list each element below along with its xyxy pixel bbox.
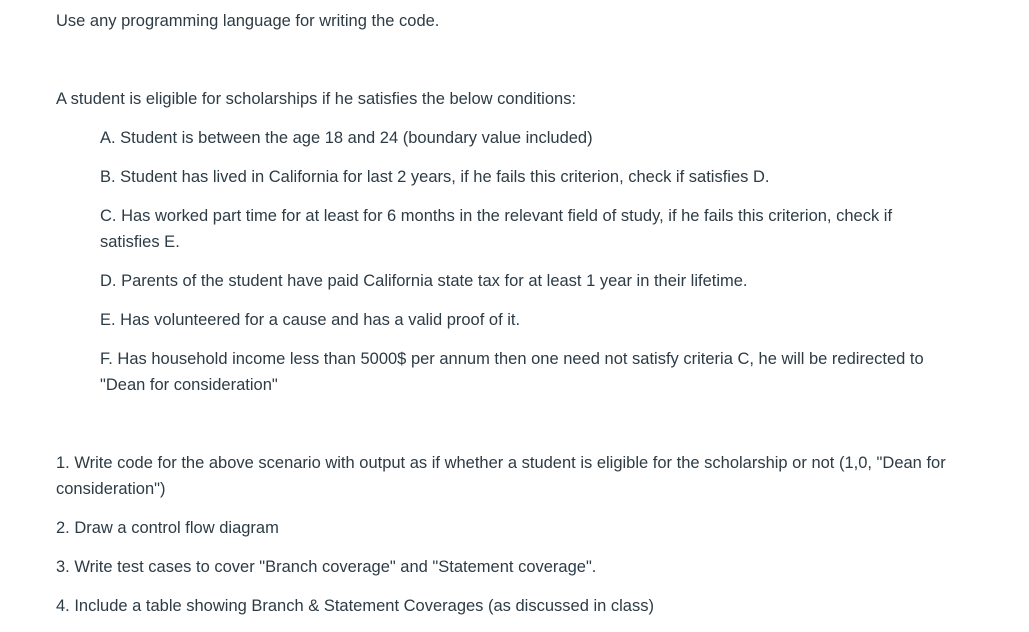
task-4: 4. Include a table showing Branch & Statement Coverages (as discussed in class) <box>56 597 654 615</box>
intro-text: Use any programming language for writing the code. <box>56 12 440 30</box>
assignment-document <box>56 8 976 632</box>
condition-f: F. Has household income less than 5000$ per annum then one need not satisfy criteria C, he will be redirected to "Dean for consideration" <box>100 350 924 394</box>
tasks-list <box>56 450 976 619</box>
conditions-list <box>56 125 976 398</box>
task-3: 3. Write test cases to cover "Branch coverage" and "Statement coverage". <box>56 558 597 576</box>
condition-e: E. Has volunteered for a cause and has a valid proof of it. <box>100 311 521 329</box>
condition-c: C. Has worked part time for at least for 6 months in the relevant field of study, if he fails this criterion, check if satisfies E. <box>100 207 893 251</box>
condition-a: A. Student is between the age 18 and 24 (boundary value included) <box>100 129 593 147</box>
task-2: 2. Draw a control flow diagram <box>56 519 279 537</box>
conditions-lead: A student is eligible for scholarships if he satisfies the below conditions: <box>56 90 577 108</box>
condition-d: D. Parents of the student have paid California state tax for at least 1 year in their lifetime. <box>100 272 748 290</box>
condition-b: B. Student has lived in California for last 2 years, if he fails this criterion, check if satisfies D. <box>100 168 770 186</box>
task-1: 1. Write code for the above scenario with output as if whether a student is eligible for the scholarship or not (1,0, "Dean for consideration") <box>56 454 946 498</box>
